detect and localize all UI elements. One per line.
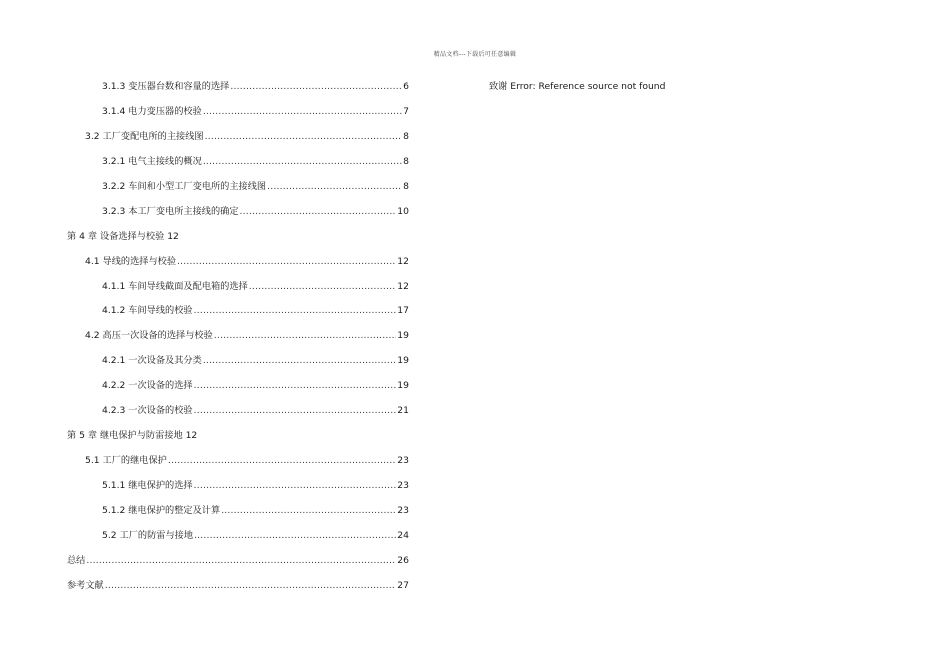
toc-entry-page-number: 19 — [397, 330, 409, 342]
toc-entry-label: 5.1.1 继电保护的选择 — [102, 480, 193, 491]
toc-entry-page-number: 12 — [397, 280, 409, 292]
toc-dot-leader — [267, 178, 402, 195]
toc-entry[interactable] — [67, 552, 409, 577]
toc-entry[interactable] — [67, 153, 409, 178]
toc-entry-label: 3.1.4 电力变压器的校验 — [102, 105, 202, 117]
toc-entry-page-number: 12 — [397, 255, 409, 267]
toc-dot-leader — [203, 352, 396, 369]
toc-entry-label: 4.2.3 一次设备的校验 — [102, 405, 193, 417]
toc-entry[interactable] — [67, 477, 409, 502]
toc-dot-leader — [240, 203, 397, 220]
toc-dot-leader — [221, 502, 396, 519]
toc-entry-label: 3.2.1 电气主接线的概况 — [102, 155, 202, 167]
toc-entry[interactable] — [67, 452, 409, 477]
toc-dot-leader — [194, 527, 396, 544]
toc-entry[interactable] — [67, 178, 409, 203]
toc-dot-leader — [230, 78, 402, 95]
toc-entry-page-number: 23 — [397, 455, 409, 467]
toc-entry-label: 5.1 工厂的继电保护 — [85, 455, 167, 467]
toc-entry[interactable] — [67, 253, 409, 278]
toc-entry-label: 3.1.3 变压器台数和容量的选择 — [102, 81, 230, 92]
toc-entry-label: 3.2.2 车间和小型工厂变电所的主接线图 — [102, 180, 267, 192]
toc-entry-label: 5.1.2 继电保护的整定及计算 — [102, 504, 221, 516]
toc-dot-leader — [86, 552, 396, 569]
toc-dot-leader — [203, 153, 402, 170]
toc-entry-page-number: 7 — [403, 105, 409, 117]
toc-dot-leader — [205, 128, 403, 145]
toc-entry-page-number: 23 — [397, 504, 409, 516]
toc-dot-leader — [214, 327, 397, 344]
toc-entry-label: 3.2.3 本工厂变电所主接线的确定 — [102, 205, 239, 217]
toc-entry-page-number: 6 — [403, 81, 409, 92]
toc-entry-label: 总结 — [67, 554, 86, 566]
toc-entry[interactable] — [67, 402, 409, 427]
toc-entry-page-number: 24 — [397, 529, 409, 541]
toc-entry-page-number: 26 — [397, 554, 409, 566]
toc-entry[interactable] — [67, 352, 409, 377]
toc-entry-label: 5.2 工厂的防雷与接地 — [102, 529, 194, 541]
page-header-note: 精品文档---下载后可任意编辑 — [433, 51, 517, 58]
toc-entry-page-number: 23 — [397, 480, 409, 491]
toc-entry-label: 4.2.2 一次设备的选择 — [102, 380, 193, 392]
toc-entry-page-number: 8 — [403, 180, 409, 192]
toc-entry[interactable] — [67, 327, 409, 352]
toc-entry-page-number: 19 — [397, 355, 409, 367]
toc-dot-leader — [203, 103, 402, 120]
toc-dot-leader — [105, 577, 397, 594]
table-of-contents — [67, 78, 409, 602]
toc-entry[interactable] — [67, 377, 409, 402]
toc-entry[interactable] — [67, 502, 409, 527]
toc-dot-leader — [168, 452, 396, 469]
toc-entry[interactable] — [67, 278, 409, 303]
toc-entry-page-number: 8 — [403, 155, 409, 167]
toc-entry[interactable] — [67, 427, 409, 452]
toc-dot-leader — [194, 377, 397, 394]
toc-entry-label: 4.2 高压一次设备的选择与校验 — [85, 330, 213, 342]
toc-entry[interactable] — [67, 78, 409, 103]
toc-entry-label: 参考文献 — [67, 579, 104, 591]
toc-entry-page-number: 10 — [397, 205, 409, 217]
toc-entry[interactable] — [67, 103, 409, 128]
toc-entry-label: 4.2.1 一次设备及其分类 — [102, 355, 202, 367]
acknowledgement-entry: 致谢 Error: Reference source not found — [489, 81, 666, 92]
toc-dot-leader — [194, 402, 397, 419]
toc-entry-label: 第 5 章 继电保护与防雷接地 12 — [67, 430, 198, 442]
toc-entry-page-number: 21 — [397, 405, 409, 417]
toc-entry-label: 4.1.1 车间导线截面及配电箱的选择 — [102, 280, 248, 292]
toc-entry-page-number: 19 — [397, 380, 409, 392]
toc-entry[interactable] — [67, 302, 409, 327]
toc-entry-label: 4.1 导线的选择与校验 — [85, 255, 177, 267]
toc-entry-label: 第 4 章 设备选择与校验 12 — [67, 230, 179, 242]
toc-entry[interactable] — [67, 577, 409, 602]
toc-entry[interactable] — [67, 228, 409, 253]
toc-entry-page-number: 8 — [403, 130, 409, 142]
toc-dot-leader — [194, 477, 397, 494]
toc-entry-page-number: 17 — [397, 305, 409, 317]
toc-entry-page-number: 27 — [397, 579, 409, 591]
toc-entry-label: 3.2 工厂变配电所的主接线图 — [85, 130, 204, 142]
toc-entry-label: 4.1.2 车间导线的校验 — [102, 305, 193, 317]
toc-dot-leader — [194, 302, 397, 319]
toc-entry[interactable] — [67, 527, 409, 552]
toc-entry[interactable] — [67, 128, 409, 153]
toc-dot-leader — [177, 253, 396, 270]
toc-dot-leader — [249, 278, 397, 295]
toc-entry[interactable] — [67, 203, 409, 228]
